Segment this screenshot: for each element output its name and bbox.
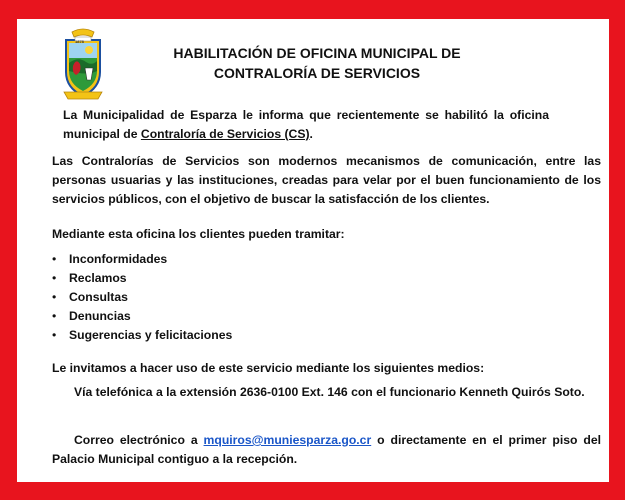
- list-item: [52, 307, 232, 326]
- bullet: •: [52, 290, 57, 304]
- office-name: Contraloría de Servicios (CS): [140, 127, 310, 141]
- title-line-2: CONTRALORÍA DE SERVICIOS: [213, 65, 421, 81]
- intro-paragraph: [63, 106, 549, 144]
- intro-text: La Municipalidad de Esparza le informa que recientemente se habilitó la oficina municipal de: [63, 108, 549, 141]
- list-item: [52, 250, 232, 269]
- email-link[interactable]: mquiros@muniesparza.go.cr: [203, 433, 372, 447]
- description-paragraph: Las Contralorías de Servicios son modernos mecanismos de comunicación, entre las personas usuarias y las instituciones, creadas para velar por el buen funcionamiento de los servicios públicos, con el objetivo de buscar la satisfacción de los clientes.: [52, 154, 601, 206]
- bullet: •: [52, 309, 57, 323]
- services-intro: Mediante esta oficina los clientes pueden tramitar:: [52, 227, 345, 241]
- service-label: Inconformidades: [69, 252, 168, 266]
- list-item: [52, 288, 232, 307]
- service-label: Denuncias: [69, 309, 131, 323]
- invitation-paragraph: Le invitamos a hacer uso de este servicio mediante los siguientes medios:: [52, 361, 485, 375]
- seal-banner-text: 1878: [75, 39, 84, 44]
- email-paragraph: [52, 431, 601, 469]
- services-list: [52, 250, 232, 345]
- email-after: o directamente en el primer piso del Palacio Municipal contiguo a la recepción.: [52, 433, 601, 466]
- phone-paragraph: Vía telefónica a la extensión 2636-0100 Ext. 146 con el funcionario Kenneth Quirós Soto.: [74, 385, 585, 399]
- bullet: •: [52, 252, 57, 266]
- list-item: [52, 269, 232, 288]
- bullet: •: [52, 328, 57, 342]
- email-before: Correo electrónico a: [74, 433, 204, 447]
- service-label: Sugerencias y felicitaciones: [69, 328, 233, 342]
- title-line-1: HABILITACIÓN DE OFICINA MUNICIPAL DE: [173, 45, 461, 61]
- service-label: Consultas: [69, 290, 128, 304]
- notice-sheet: [17, 19, 609, 482]
- service-label: Reclamos: [69, 271, 127, 285]
- bullet: •: [52, 271, 57, 285]
- intro-end: .: [309, 127, 313, 141]
- list-item: [52, 326, 232, 345]
- page-title: [147, 43, 487, 83]
